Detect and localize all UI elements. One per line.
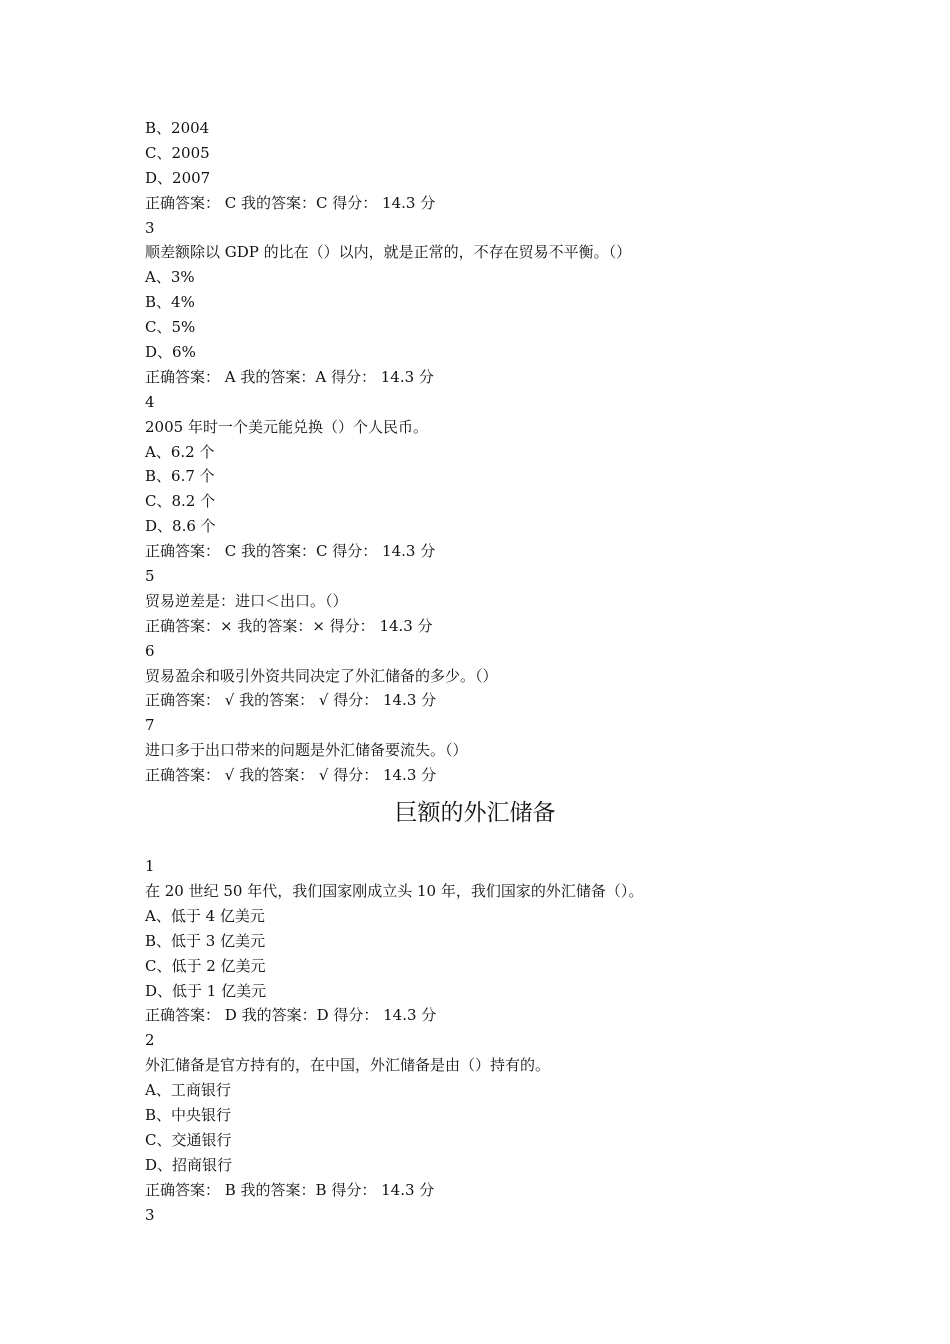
- answer-option: B、2004: [145, 119, 210, 137]
- quiz-content: [145, 116, 845, 1227]
- answer-option: A、3%: [145, 268, 195, 287]
- question-number: 4: [145, 392, 155, 411]
- question-number: 7: [145, 716, 155, 735]
- question-text: 顺差额除以 GDP 的比在（）以内，就是正常的，不存在贸易不平衡。（）: [145, 243, 632, 262]
- answer-option: C、交通银行: [145, 1130, 232, 1149]
- question-text: 进口多于出口带来的问题是外汇储备要流失。（）: [145, 741, 468, 760]
- answer-result: 正确答案： √ 我的答案： √ 得分： 14.3 分: [145, 691, 437, 710]
- answer-option: C、低于 2 亿美元: [145, 956, 266, 975]
- answer-option: D、8.6 个: [145, 517, 216, 536]
- answer-result: 正确答案：× 我的答案：× 得分： 14.3 分: [145, 616, 433, 635]
- answer-result: 正确答案： C 我的答案：C 得分： 14.3 分: [145, 193, 436, 212]
- answer-result: 正确答案： B 我的答案：B 得分： 14.3 分: [145, 1180, 435, 1199]
- question-number: 5: [145, 567, 155, 586]
- answer-result: 正确答案： C 我的答案：C 得分： 14.3 分: [145, 542, 436, 561]
- answer-option: B、低于 3 亿美元: [145, 931, 266, 950]
- question-number: 1: [145, 857, 155, 876]
- answer-result: 正确答案： D 我的答案：D 得分： 14.3 分: [145, 1006, 437, 1025]
- section-title: 巨额的外汇储备: [394, 800, 556, 827]
- question-text: 在 20 世纪 50 年代，我们国家刚成立头 10 年，我们国家的外汇储备（）。: [145, 881, 644, 900]
- question-text: 贸易逆差是：进口＜出口。（）: [145, 591, 348, 610]
- answer-option: D、招商银行: [145, 1155, 233, 1174]
- question-number: 6: [145, 641, 155, 660]
- answer-option: A、6.2 个: [145, 442, 215, 461]
- question-number: 2: [145, 1031, 155, 1050]
- question-text: 外汇储备是官方持有的，在中国，外汇储备是由（）持有的。: [145, 1056, 551, 1075]
- question-text: 2005 年时一个美元能兑换（）个人民币。: [145, 417, 428, 436]
- answer-result: 正确答案： √ 我的答案： √ 得分： 14.3 分: [145, 766, 437, 785]
- question-number: 3: [145, 1205, 155, 1224]
- answer-option: B、4%: [145, 293, 195, 312]
- question-text: 贸易盈余和吸引外资共同决定了外汇储备的多少。（）: [145, 666, 498, 685]
- answer-option: C、8.2 个: [145, 492, 216, 511]
- answer-option: C、2005: [145, 143, 210, 162]
- answer-option: A、低于 4 亿美元: [145, 906, 265, 925]
- answer-option: C、5%: [145, 318, 196, 337]
- answer-option: D、低于 1 亿美元: [145, 981, 267, 1000]
- answer-option: B、6.7 个: [145, 467, 215, 486]
- answer-option: D、6%: [145, 343, 196, 362]
- question-number: 3: [145, 218, 155, 237]
- answer-option: A、工商银行: [145, 1081, 231, 1100]
- answer-option: B、中央银行: [145, 1105, 232, 1124]
- answer-option: D、2007: [145, 168, 211, 187]
- answer-result: 正确答案： A 我的答案：A 得分： 14.3 分: [145, 367, 434, 386]
